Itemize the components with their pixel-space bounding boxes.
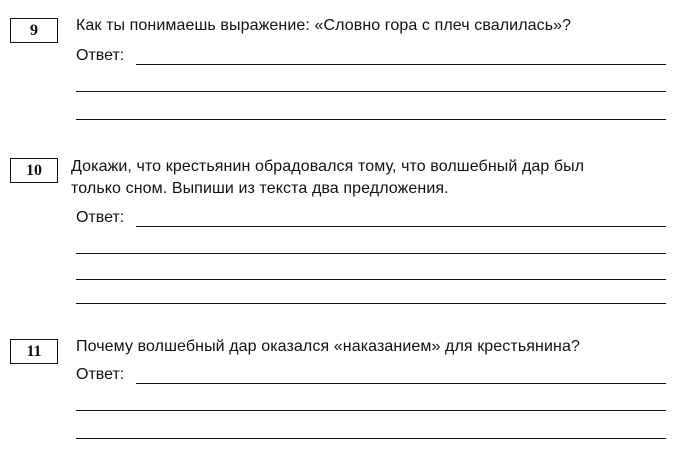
question-number: 11: [26, 342, 42, 360]
answer-line[interactable]: [136, 64, 666, 65]
answer-line[interactable]: [136, 226, 666, 227]
question-number-box: [10, 18, 58, 43]
question-number: 10: [26, 161, 42, 179]
answer-line[interactable]: [76, 438, 666, 439]
question-text: Почему волшебный дар оказался «наказанием» для крестьянина?: [76, 338, 580, 355]
answer-line[interactable]: [76, 253, 666, 254]
answer-line[interactable]: [76, 91, 666, 92]
answer-line[interactable]: [136, 383, 666, 384]
answer-label: Ответ:: [76, 47, 125, 64]
question-number-box: [10, 339, 58, 364]
question-text: Как ты понимаешь выражение: «Словно гора с плеч свалилась»?: [76, 17, 572, 34]
answer-line[interactable]: [76, 119, 666, 120]
question-text: только сном. Выпиши из текста два предложения.: [71, 180, 449, 197]
answer-label: Ответ:: [76, 366, 125, 383]
question-number-box: [10, 158, 58, 183]
answer-line[interactable]: [76, 410, 666, 411]
question-text: Докажи, что крестьянин обрадовался тому, что волшебный дар был: [71, 158, 585, 175]
answer-label: Ответ:: [76, 209, 125, 226]
answer-line[interactable]: [76, 303, 666, 304]
answer-line[interactable]: [76, 279, 666, 280]
question-number: 9: [30, 21, 38, 39]
